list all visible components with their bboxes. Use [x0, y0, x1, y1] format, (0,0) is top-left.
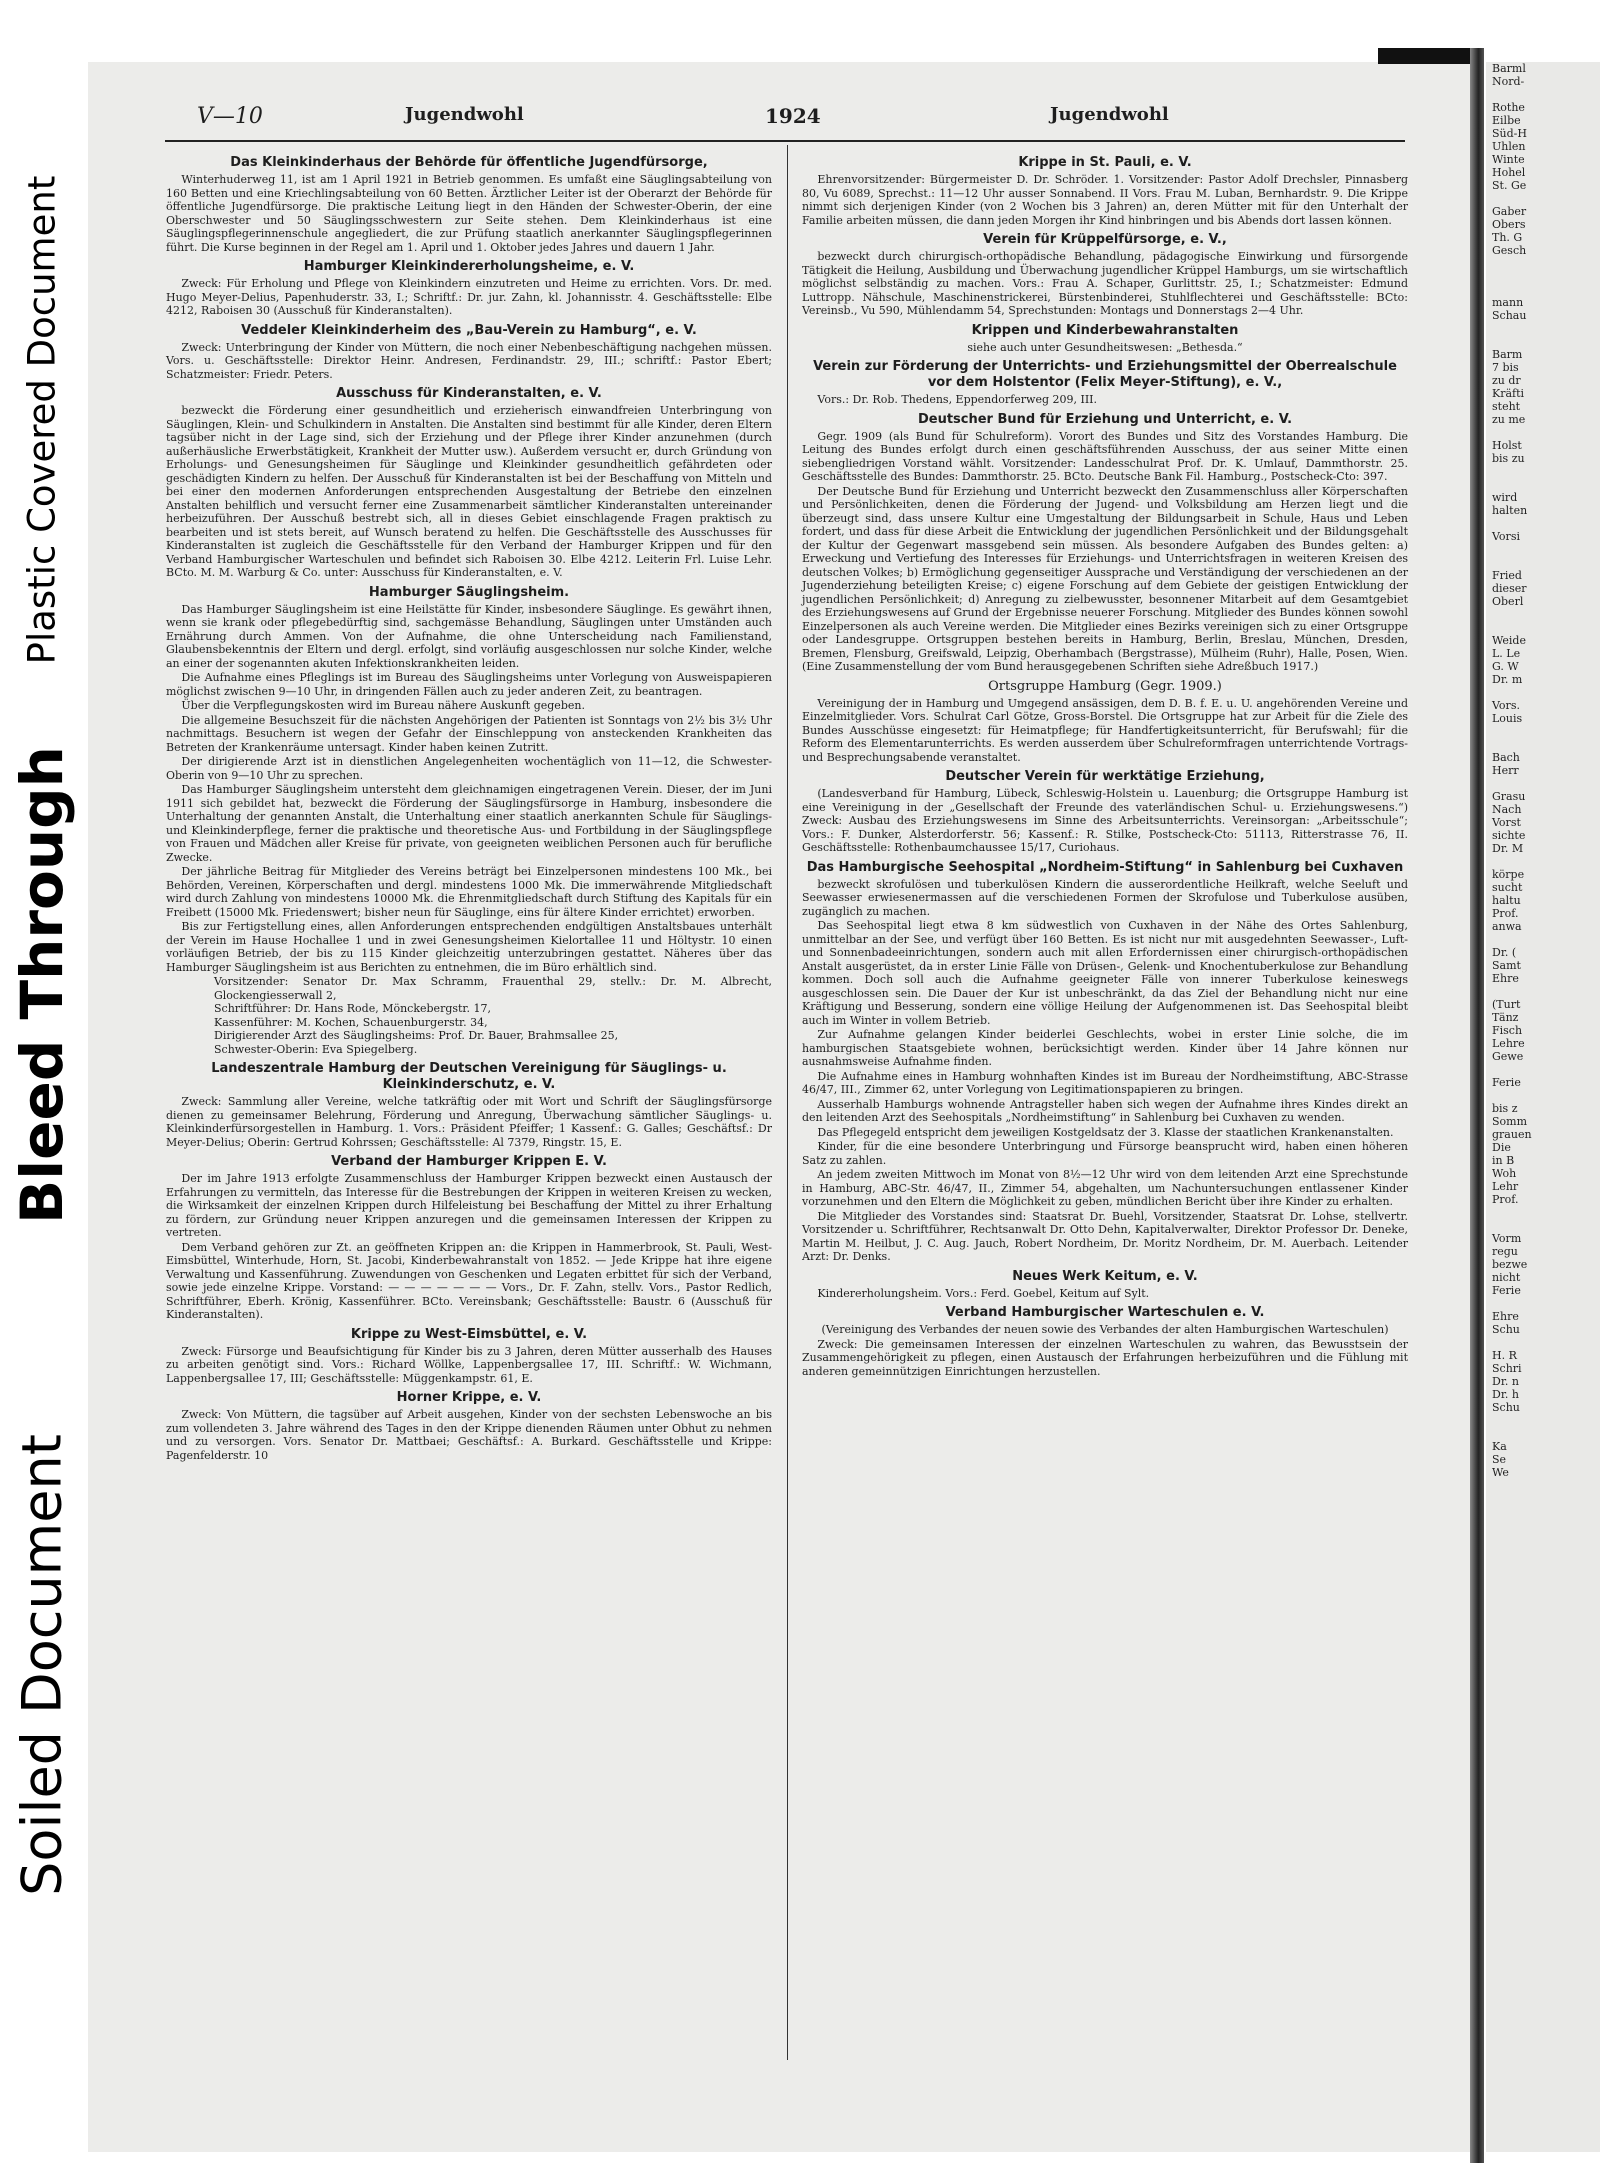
next-page-text: [1486, 517, 1600, 530]
entry-paragraph: Der dirigierende Arzt ist in dienstlichen Angelegenheiten wochentäglich von 11—12, die Schwester-Oberin von 9—10 Uhr zu sprechen.: [166, 755, 772, 782]
next-page-text: Ferie: [1492, 1284, 1521, 1297]
entry-paragraph: Winterhuderweg 11, ist am 1 April 1921 in Betrieb genommen. Es umfaßt eine Säuglingsabteilung von 160 Betten und eine Kriechlingsabteilung von 60 Betten. Ärztlicher Leiter ist der Oberarzt der Behörde für öffentliche Jugendfürsorge. Die praktische Leitung liegt in den Händen der Schwester-Oberin, der eine Oberschwester und 50 Säuglingsschwestern zur Seite stehen. Dem Kleinkinderhaus ist eine Säuglingspflegerinnenschule angegliedert, die zur Prüfung staatlich anerkannter Säuglingspflegerinnen führt. Die Kurse beginnen in der Regel am 1. April und 1. Oktober jedes Jahres und dauern 1 Jahr.: [166, 173, 772, 254]
next-page-text: [1486, 192, 1600, 205]
header-rule: [165, 140, 1405, 142]
entry-paragraph: Über die Verpflegungskosten wird im Bureau nähere Auskunft gegeben.: [181, 699, 585, 712]
next-page-text: nicht: [1492, 1271, 1521, 1284]
next-page-text: [1486, 985, 1600, 998]
entry-title: Veddeler Kleinkinderheim des „Bau-Verein zu Hamburg“, e. V.: [241, 322, 697, 338]
bleed-through-label: Bleed Through: [8, 746, 76, 1224]
entry-title: Deutscher Bund für Erziehung und Unterricht, e. V.: [917, 411, 1293, 427]
entry-title: Verband Hamburgischer Warteschulen e. V.: [945, 1305, 1265, 1320]
next-page-text: Vors.: [1492, 699, 1520, 712]
next-page-text: [1486, 283, 1600, 296]
next-page-text: [1486, 1089, 1600, 1102]
next-page-text: halten: [1492, 504, 1528, 517]
next-page-text: Dr. (: [1492, 946, 1517, 959]
next-page-text: Gesch: [1492, 244, 1527, 257]
entry-paragraph: Zweck: Von Müttern, die tagsüber auf Arbeit ausgehen, Kinder von der sechsten Lebenswoche an bis zum vollendeten 3. Jahre während des Tages in den der Krippe dienenden Räumen unter Obhut zu nehmen und zu versorgen. Vors. Senator Dr. Mattbaei; Geschäftsf.: A. Burkard. Geschäftsstelle und Krippe: Pagenfelderstr. 10: [166, 1408, 772, 1462]
entry-paragraph: Die allgemeine Besuchszeit für die nächsten Angehörigen der Patienten ist Sonntags von 2½ bis 3½ Uhr nachmittags. Besuchern ist wegen der Gefahr der Einschleppung von ansteckenden Krankheiten das Betreten der Krankenräume untersagt. Kinder haben keinen Zutritt.: [166, 713, 772, 754]
left-column: [166, 150, 772, 1463]
entry-paragraph: bezweckt skrofulösen und tuberkulösen Kindern die ausserordentliche Heilkraft, welche Seeluft und Seewasser erwiesenermassen auf die verschiedenen Formen der Skrofulose und Tuberkulose ausüben, zugänglich zu machen.: [802, 877, 1408, 918]
entry-paragraph: Ausserhalb Hamburgs wohnende Antragsteller haben sich wegen der Aufnahme ihres Kindes direkt an den leitenden Arzt des Seehospitals „Nordheimstiftung“ in Sahlenburg bei Cuxhaven zu wenden.: [802, 1097, 1408, 1124]
next-page-text: wird: [1492, 491, 1518, 504]
next-page-text: [1486, 270, 1600, 283]
next-page-text: [1486, 855, 1600, 868]
next-page-text: grauen: [1492, 1128, 1532, 1141]
entry-section: [166, 585, 772, 1057]
page-binding: [1470, 48, 1484, 2163]
entry-section: [802, 323, 1408, 355]
next-page-text: regu: [1492, 1245, 1518, 1258]
officer-list: [166, 975, 772, 1056]
entry-section: [802, 359, 1408, 407]
next-page-text: Se: [1492, 1453, 1507, 1466]
entry-paragraph: Das Hamburger Säuglingsheim ist eine Heilstätte für Kinder, insbesondere Säuglinge. Es gewährt ihnen, wenn sie krank oder pflegebedürftig sind, sachgemässe Behandlung, Säuglingen unter Umständen auch Ernährung durch Ammen. Von der Aufnahme, die ohne Unterscheidung nach Familienstand, Glaubensbekenntnis der Eltern und dergl. erfolgt, sind vorläufig ausgeschlossen nur solche Kinder, welche an einer der sogenannten akuten Infektionskrankheiten leiden.: [166, 602, 772, 670]
next-page-text: Holst: [1492, 439, 1522, 452]
next-page-text: sucht: [1492, 881, 1523, 894]
next-page-text: Vorsi: [1492, 530, 1520, 543]
next-page-text: [1486, 257, 1600, 270]
entry-paragraph: Zweck: Fürsorge und Beaufsichtigung für Kinder bis zu 3 Jahren, deren Mütter ausserhalb des Hauses zu arbeiten genötigt sind. Vors.: Richard Wöllke, Lappenbergsallee 17, III. Schriftf.: W. Wichmann, Lappenbergsallee 17, III; Geschäftsstelle: Müggenkampstr. 61, E.: [166, 1344, 772, 1385]
next-page-text: Gewe: [1492, 1050, 1524, 1063]
next-page-text: Schu: [1492, 1401, 1520, 1414]
plastic-covered-label: Plastic Covered Document: [20, 175, 64, 665]
entry-section: [166, 386, 772, 580]
next-page-text: [1486, 335, 1600, 348]
next-page-text: Barm: [1492, 348, 1523, 361]
next-page-text: [1486, 1206, 1600, 1219]
entry-paragraph: (Landesverband für Hamburg, Lübeck, Schleswig-Holstein u. Lauenburg; die Ortsgruppe Hamburg ist eine Vereinigung in der „Gesellschaft der Freunde des vaterländischen Schul- u. Erziehungswesens.“) Zweck: Ausbau des Erziehungswesens im Sinne des Arbeitsunterrichts. Vereinsorgan: „Arbeitsschule“; Vors.: F. Dunker, Alsterdorferstr. 56; Kassenf.: R. Stilke, Postscheck-Cto: 51113, Ritterstrasse 76, II. Geschäftsstelle: Rothenbaumchaussee 15/17, Curiohaus.: [802, 787, 1408, 854]
entry-title: Ortsgruppe Hamburg (Gegr. 1909.): [988, 678, 1222, 694]
next-page-text: Dr. m: [1492, 673, 1523, 686]
next-page-text: Obers: [1492, 218, 1526, 231]
next-page-text: sichte: [1492, 829, 1526, 842]
next-page-text: [1486, 1297, 1600, 1310]
entry-paragraph: Das Hamburger Säuglingsheim untersteht dem gleichnamigen eingetragenen Verein. Dieser, der im Juni 1911 sich gebildet hat, bezweckt die Förderung der Säuglingsfürsorge in Hamburg, insbesondere die Unterhaltung der genannten Anstalt, die Unterhaltung einer staatlich anerkannten Schule für Säuglings- und Kleinkinderpflege, ferner die praktische und theoretische Aus- und Fortbildung in der Säuglingspflege von Frauen und Mädchen aller Kreise für private, von geeigneten weiblichen Personen auch für berufliche Zwecke.: [166, 783, 772, 864]
next-page-text: Oberl: [1492, 595, 1524, 608]
entry-section: [166, 259, 772, 318]
entry-title: Horner Krippe, e. V.: [396, 1390, 542, 1405]
next-page-text: Ka: [1492, 1440, 1507, 1453]
next-page-text: Süd-H: [1492, 127, 1527, 140]
entry-paragraph: Der im Jahre 1913 erfolgte Zusammenschluss der Hamburger Krippen bezweckt einen Austausch der Erfahrungen zu vermitteln, das Interesse für die Bestrebungen der Krippen in weiteren Kreisen zu wecken, die Wirksamkeit der einzelnen Krippen durch Hilfeleistung bei Beschaffung der Mittel zu ihrer Erhaltung zu fördern, zur Gründung neuer Krippen anzuregen und die gemeinsamen Interessen der Krippen zu vertreten.: [166, 1172, 772, 1239]
next-page-text: [1486, 777, 1600, 790]
next-page-text: We: [1492, 1466, 1509, 1479]
entry-title: Ausschuss für Kinderanstalten, e. V.: [336, 386, 602, 401]
entry-section: [802, 412, 1408, 674]
next-page-text: Lehre: [1492, 1037, 1525, 1050]
next-page-text: Woh: [1492, 1167, 1517, 1180]
next-page-text: 7 bis: [1492, 361, 1519, 374]
next-page-text: [1486, 1063, 1600, 1076]
next-page-text: Th. G: [1492, 231, 1523, 244]
next-page-text: [1486, 1219, 1600, 1232]
entry-section: [166, 1154, 772, 1322]
next-page-text: bis z: [1492, 1102, 1518, 1115]
next-page-text: [1486, 543, 1600, 556]
entry-paragraph: Zweck: Für Erholung und Pflege von Kleinkindern einzutreten und Heime zu errichten. Vors. Dr. med. Hugo Meyer-Delius, Papenhuderstr. 33, I.; Schriftf.: Dr. jur. Zahn, kl. Johannisstr. 4. Geschäftsstelle: Elbe 4212, Raboisen 30 (Ausschuß für Kinderanstalten).: [166, 277, 772, 317]
next-page-text: haltu: [1492, 894, 1521, 907]
next-page-text: Barml: [1492, 62, 1526, 75]
next-page-text: in B: [1492, 1154, 1515, 1167]
entry-paragraph: Vors.: Dr. Rob. Thedens, Eppendorferweg 209, III.: [817, 393, 1098, 406]
entry-section: [166, 323, 772, 382]
page-header: [165, 104, 1405, 130]
next-page-text: Schri: [1492, 1362, 1522, 1375]
entry-title: Hamburger Kleinkindererholungsheime, e. V.: [303, 259, 635, 274]
running-title-right: Jugendwohl: [1050, 104, 1169, 125]
entry-section: [166, 1390, 772, 1462]
next-page-text: Grasu: [1492, 790, 1526, 803]
officer-item: Schriftführer: Dr. Hans Rode, Mönckebergstr. 17,: [214, 1002, 491, 1015]
next-page-text: St. Ge: [1492, 179, 1527, 192]
next-page-text: Vorst: [1492, 816, 1521, 829]
entry-section: [166, 155, 772, 254]
scan-edge: [1378, 48, 1474, 64]
entry-title: Landeszentrale Hamburg der Deutschen Vereinigung für Säuglings- u. Kleinkinderschutz, e. V.: [211, 1061, 727, 1092]
next-page-text: körpe: [1492, 868, 1525, 881]
right-column: [802, 150, 1408, 1379]
entry-section: [802, 232, 1408, 318]
entry-paragraph: Kindererholungsheim. Vors.: Ferd. Goebel, Keitum auf Sylt.: [817, 1286, 1150, 1300]
entry-title: Hamburger Säuglingsheim.: [368, 584, 570, 600]
entry-paragraph: Dem Verband gehören zur Zt. an geöffneten Krippen an: die Krippen in Hammerbrook, St. Pauli, West-Eimsbüttel, Winterhude, Horn, St. Jacobi, Kinderbewahranstalt von 1852. — Jede Krippe hat ihre eigene Verwaltung und Kassenführung. Zuwendungen von Geschenken und Legaten erbittet für sich der Verband, sowie jede einzelne Krippe. Vorstand: — — — — — — — Vors., Dr. F. Zahn, stellv. Vors., Pastor Redlich, Schriftführer, Eberh. Krönig, Kassenführer. BCto. Vereinsbank; Geschäftsstelle: Baustr. 6 (Ausschuß für Kinderanstalten).: [166, 1240, 772, 1321]
next-page-text: zu dr: [1492, 374, 1521, 387]
column-divider: [787, 145, 788, 2060]
next-page-text: Winte: [1492, 153, 1525, 166]
next-page-text: [1486, 1427, 1600, 1440]
next-page-text: [1486, 556, 1600, 569]
entry-paragraph: Das Seehospital liegt etwa 8 km südwestlich von Cuxhaven in der Nähe des Ortes Sahlenburg, unmittelbar an der See, und verfügt über 160 Betten. Es ist nicht nur mit ausgedehnten Seewasser-, Luft- und Sonnenbadeeinrichtungen, sondern auch mit allen Erfordernissen einer chirurgisch-orthopädischen Anstalt ausgerüstet, da in erster Linie Fälle von Drüsen-, Gelenk- und Knochentuberkulose zur Behandlung kommen. Doch soll auch die Aufnahme geeigneter Fälle von innerer Tuberkulose keineswegs ausgeschlossen sein. Die Dauer der Kur ist unbeschränkt, da das Ziel der Behandlung nicht nur eine Kräftigung und Besserung, sondern eine völlige Heilung der Aufgenommenen ist. Das Seehospital bleibt auch im Winter in vollem Betrieb.: [802, 919, 1408, 1027]
entry-paragraph: Gegr. 1909 (als Bund für Schulreform). Vorort des Bundes und Sitz des Vorstandes Hamburg. Die Leitung des Bundes erfolgt durch einen geschäftsführenden Ausschuss, der aus seiner Mitte einen siebengliedrigen Vorstand wählt. Vorsitzender: Landesschulrat Prof. Dr. K. Umlauf, Dammthorstr. 25. Geschäftsstelle des Bundes: Dammthorstr. 25. BCto. Deutsche Bank Fil. Hamburg., Postscheck-Cto: 397.: [802, 429, 1408, 483]
entry-paragraph: An jedem zweiten Mittwoch im Monat von 8½—12 Uhr wird von dem leitenden Arzt eine Sprechstunde in Hamburg, ABC-Str. 46/47, II., Zimmer 54, abgehalten, um Nachuntersuchungen entlassener Kinder vorzunehmen und den Eltern die Möglichkeit zu geben, mündlichen Bericht über ihre Kinder zu erhalten.: [802, 1168, 1408, 1208]
next-page-text: Prof.: [1492, 907, 1519, 920]
next-page-text: [1486, 478, 1600, 491]
next-page-text: [1486, 1414, 1600, 1427]
next-page-text: bezwe: [1492, 1258, 1528, 1271]
next-page-text: steht: [1492, 400, 1521, 413]
entry-paragraph: Die Mitglieder des Vorstandes sind: Staatsrat Dr. Buehl, Vorsitzender, Staatsrat Dr. Lohse, stellvertr. Vorsitzender u. Schriftführer, Rechtsanwalt Dr. Otto Dehn, Kapitalverwalter, Direktor Professor Dr. Deneke, Martin M. Heilbut, J. C. Aug. Jauch, Robert Nordheim, Dr. Moritz Nordheim, Dr. M. Auerbach. Leitender Arzt: Dr. Denks.: [802, 1209, 1408, 1263]
entry-title: Krippe zu West-Eimsbüttel, e. V.: [350, 1326, 588, 1342]
next-page-text: [1486, 738, 1600, 751]
entry-note: siehe auch unter Gesundheitswesen: „Bethesda.“: [967, 340, 1243, 354]
next-page-text: Somm: [1492, 1115, 1528, 1128]
entry-title: Das Kleinkinderhaus der Behörde für öffentliche Jugendfürsorge,: [230, 155, 708, 170]
next-page-text: Hohel: [1492, 166, 1526, 179]
entry-section: [802, 860, 1408, 1264]
next-page-text: bis zu: [1492, 452, 1525, 465]
next-page-text: Die: [1492, 1141, 1511, 1154]
next-page-text: Fried: [1492, 569, 1522, 582]
entry-paragraph: Zweck: Sammlung aller Vereine, welche tatkräftig oder mit Wort und Schrift der Säuglingsfürsorge dienen zu gemeinsamer Belehrung, Förderung und Anregung, Überwachung sämtlicher Säuglings- u. Kleinkinderfürsorgestellen in Hamburg. 1. Vors.: Präsident Pfeiffer; 1 Kassenf.: G. Galles; Geschäftsf.: Dr Meyer-Delius; Oberin: Gertrud Kohrssen; Geschäftsstelle: Al 7379, Ringstr. 15, E.: [166, 1095, 772, 1149]
next-page-text: Nord-: [1492, 75, 1525, 88]
next-page-text: Schu: [1492, 1323, 1520, 1336]
next-page-text: zu me: [1492, 413, 1526, 426]
next-page-text: Tänz: [1492, 1011, 1519, 1024]
entry-title: Deutscher Verein für werktätige Erziehung,: [945, 769, 1265, 784]
next-page-text: Ehre: [1492, 972, 1519, 985]
next-page-text: G. W: [1492, 660, 1519, 673]
next-page-text: [1486, 465, 1600, 478]
next-page-text: Samt: [1492, 959, 1521, 972]
next-page-text: Bach: [1492, 751, 1520, 764]
entry-title: Krippen und Kinderbewahranstalten: [971, 322, 1239, 338]
next-page-text: Vorm: [1492, 1232, 1522, 1245]
next-page-text: [1486, 686, 1600, 699]
next-page-text: mann: [1492, 296, 1524, 309]
next-page-text: Ferie: [1492, 1076, 1521, 1089]
officer-item: Dirigierender Arzt des Säuglingsheims: Prof. Dr. Bauer, Brahmsallee 25,: [214, 1029, 619, 1042]
next-page-text: Kräfti: [1492, 387, 1525, 400]
next-page-text: [1486, 608, 1600, 621]
entry-section: [166, 1327, 772, 1386]
entry-title: Verein zur Förderung der Unterrichts- und Erziehungsmittel der Oberrealschule vor dem Holstentor (Felix Meyer-Stiftung), e. V.,: [813, 359, 1397, 390]
entry-paragraph: Bis zur Fertigstellung eines, allen Anforderungen entsprechenden endgültigen Anstaltsbaues unterhält der Verein im Hause Hochallee 1 und in zwei Genesungsheimen Kielortallee 11 und Höltystr. 10 einen vorläufigen Betrieb, der bis zu 115 Kinder gleichzeitig unterzubringen gestattet. Näheres über das Hamburger Säuglingsheim ist aus Berichten zu entnehmen, die im Büro erhältlich sind.: [166, 920, 772, 974]
next-page-text: Ehre: [1492, 1310, 1519, 1323]
next-page-text: [1486, 426, 1600, 439]
entry-section: [802, 769, 1408, 855]
next-page-text: H. R: [1492, 1349, 1517, 1362]
next-page-text: Rothe: [1492, 101, 1525, 114]
soiled-document-label: Soiled Document: [10, 1434, 74, 1896]
entry-paragraph: Der jährliche Beitrag für Mitglieder des Vereins beträgt bei Einzelpersonen mindestens 100 Mk., bei Behörden, Vereinen, Körperschaften und dergl. mindestens 1000 Mk. Die immerwährende Mitgliedschaft wird durch Zahlung von mindestens 10000 Mk. die Ehrenmitgliedschaft durch Stiftung des Kapitals für ein Freibett (15000 Mk. Friedenswert; bisher neun für Säuglinge, eins für ältere Kinder errichtet) erworben.: [166, 865, 772, 919]
next-page-text: Dr. M: [1492, 842, 1524, 855]
entry-section: [802, 1305, 1408, 1378]
next-page-text: [1486, 88, 1600, 101]
entry-section: [802, 155, 1408, 227]
next-page-text: Herr: [1492, 764, 1519, 777]
next-page-text: dieser: [1492, 582, 1527, 595]
entry-title: Verein für Krüppelfürsorge, e. V.,: [983, 232, 1227, 247]
entry-title: Krippe in St. Pauli, e. V.: [1018, 155, 1192, 170]
entry-paragraph: Zur Aufnahme gelangen Kinder beiderlei Geschlechts, wobei in erster Linie solche, die im hamburgischen Staatsgebiete wohnen, berücksichtigt werden. Kinder über 14 Jahre können nur ausnahmsweise Aufnahme finden.: [802, 1028, 1408, 1068]
entry-paragraph: Das Pflegegeld entspricht dem jeweiligen Kostgeldsatz der 3. Klasse der staatlichen Krankenanstalten.: [817, 1125, 1394, 1139]
entry-paragraph: Vereinigung der in Hamburg und Umgegend ansässigen, dem D. B. f. E. u. U. angehörenden Vereine und Einzelmitglieder. Vors. Schulrat Carl Götze, Gross-Borstel. Die Ortsgruppe hat zur Arbeit für die Ziele des Bundes Ausschüsse eingesetzt: für Heimatpflege; für Handfertigkeitsunterricht, für Berufswahl; für die Reform des Elementarunterrichts. Es werden ausserdem über Schulreformfragen unterrichtende Vortrags- und Besprechungsabende veranstaltet.: [802, 696, 1408, 764]
entry-paragraph: bezweckt durch chirurgisch-orthopädische Behandlung, pädagogische Einwirkung und fürsorgende Tätigkeit die Heilung, Ausbildung und Überwachung jugendlicher Krüppel Hamburgs, um sie wirtschaftlich möglichst selbständig zu machen. Vors.: Frau A. Schaper, Gurlittstr. 25, I.; Schatzmeister: Edmund Luttropp. Nähschule, Maschinenstrickerei, Bürstenbinderei, Stuhlflechterei und Geschäftsstelle: BCto: Vereinsb., Vu 590, Mühlendamm 54, Sprechstunden: Montags und Donnerstags 2—4 Uhr.: [802, 250, 1408, 317]
next-page-text: Schau: [1492, 309, 1527, 322]
next-page-text: Eilbe: [1492, 114, 1521, 127]
next-page-text: Uhlen: [1492, 140, 1526, 153]
entry-title: Das Hamburgische Seehospital „Nordheim-Stiftung“ in Sahlenburg bei Cuxhaven: [806, 859, 1404, 875]
next-page-text: anwa: [1492, 920, 1522, 933]
entry-paragraph: bezweckt die Förderung einer gesundheitlich und erzieherisch einwandfreien Unterbringung von Säuglingen, Klein- und Schulkindern in Anstalten. Die Anstalten sind bestimmt für alle Kinder, deren Eltern tagsüber nicht in der Lage sind, sich der Erziehung und der Pflege ihrer Kinder anzunehmen (durch außerhäusliche Erwerbstätigkeit, Krankheit der Mutter usw.). Außerdem versucht er, durch Gründung von Erholungs- und Genesungsheimen für Säuglinge und Kleinkinder gesundheitlich gefährdeten oder geschädigten Kindern zu helfen. Der Ausschuß für Kinderanstalten ist bei der Beschaffung von Mitteln und bei einer den modernen Anforderungen entsprechenden Ausgestaltung der Betriebe den einzelnen Anstalten behilflich und versucht ferner eine Zusammenarbeit sämtlicher Kinderanstalten untereinander herbeizuführen. Der Ausschuß bestrebt sich, all in dieses Gebiet einschlagende Fragen praktisch zu bearbeiten und ist stets bereit, auf Wunsch beratend zu helfen. Die Geschäftsstelle des Ausschusses für Kinderanstalten ist zugleich die Geschäftsstelle für den Verband der Hamburger Krippen und für den Verband Hamburgischer Warteschulen und befindet sich Raboisen 30. Elbe 4212. Leiterin Frl. Luise Lehr. BCto. M. M. Warburg & Co. unter: Ausschuss für Kinderanstalten, e. V.: [166, 404, 772, 579]
next-page-text: [1486, 1336, 1600, 1349]
entry-paragraph: Zweck: Unterbringung der Kinder von Müttern, die noch einer Nebenbeschäftigung nachgehen müssen. Vors. u. Geschäftsstelle: Direktor Heinr. Andresen, Ferdinandstr. 29, III.; schriftf.: Pastor Ebert; Schatzmeister: Friedr. Peters.: [166, 340, 772, 381]
officer-item: Vorsitzender: Senator Dr. Max Schramm, Frauenthal 29, stellv.: Dr. M. Albrecht, Glockengiesserwall 2,: [214, 975, 772, 1002]
next-page-text: (Turt: [1492, 998, 1521, 1011]
entry-section: [802, 1269, 1408, 1301]
page-number: V—10: [197, 104, 263, 129]
next-page-text: Prof.: [1492, 1193, 1519, 1206]
running-title-left: Jugendwohl: [405, 104, 524, 125]
entry-title: Verband der Hamburger Krippen E. V.: [331, 1154, 607, 1169]
next-page-text: [1486, 322, 1600, 335]
entry-paragraph: Zweck: Die gemeinsamen Interessen der einzelnen Warteschulen zu wahren, das Bewusstsein der Zusammengehörigkeit zu pflegen, einen Austausch der Erfahrungen herbeizuführen und die Fühlung mit anderen gemeinnützigen Einrichtungen herzustellen.: [802, 1337, 1408, 1378]
next-page-text: Lehr: [1492, 1180, 1519, 1193]
next-page-text: Gaber: [1492, 205, 1527, 218]
page-year: 1924: [765, 104, 821, 128]
next-page-text: L. Le: [1492, 647, 1521, 660]
entry-paragraph: Ehrenvorsitzender: Bürgermeister D. Dr. Schröder. 1. Vorsitzender: Pastor Adolf Drechsler, Pinnasberg 80, Vu 6089, Sprechst.: 11—12 Uhr ausser Sonnabend. II Vors. Frau M. Luban, Bernhardstr. 9. Die Krippe nimmt sich derjenigen Kinder (von 2 Wochen bis 3 Jahren) an, deren Mütter mit für den Unterhalt der Familie arbeiten müssen, die dann jeden Morgen ihr Kind hinbringen und bis Abends dort lassen können.: [802, 173, 1408, 227]
entry-paragraph: Kinder, für die eine besondere Unterbringung und Fürsorge beansprucht wird, haben einen höheren Satz zu zahlen.: [802, 1140, 1408, 1167]
entry-section: [166, 1061, 772, 1149]
entry-title: Neues Werk Keitum, e. V.: [1012, 1268, 1198, 1284]
entry-note: (Vereinigung des Verbandes der neuen sowie des Verbandes der alten Hamburgischen Warteschulen): [821, 1323, 1389, 1336]
next-page-text: Dr. h: [1492, 1388, 1519, 1401]
next-page-text: [1486, 725, 1600, 738]
next-page-text: [1486, 621, 1600, 634]
entry-paragraph: Der Deutsche Bund für Erziehung und Unterricht bezweckt den Zusammenschluss aller Körperschaften und Persönlichkeiten, denen die Förderung der Jugend- und Volksbildung am Herzen liegt und die überzeugt sind, dass unsere Kultur eine Umgestaltung der Bildungsarbeit in Schule, Haus und Leben fordert, und dass für diese Arbeit die Entwicklung der jugendlichen Persönlichkeit und der Bildungsgehalt der Kultur der Gegenwart massgebend sein müssen. Als besondere Aufgaben des Bundes gelten: a) Erweckung und Vertiefung des Interesses für Erziehungs- und Unterrichtsfragen in weiteren Kreisen des deutschen Volkes; b) Ermöglichung gegenseitiger Aussprache und Verständigung der verschiedenen an der Jugenderziehung beteiligten Kreise; c) eigene Forschung auf dem Gebiete der geistigen Entwicklung der jugendlichen Persönlichkeit; d) Anregung zu zielbewusster, besonnener Mitarbeit auf dem Gesamtgebiet des Erziehungswesens auf Grund der Ergebnisse neuerer Forschung. Mitglieder des Bundes können sowohl Einzelpersonen als auch Vereine werden. Die Mitglieder eines Bezirks vereinigen sich zu einer Ortsgruppe oder Landesgruppe. Ortsgruppen bestehen bereits in Hamburg, Berlin, Breslau, München, Dresden, Bremen, Flensburg, Greifswald, Leipzig, Oberhambach (Bergstrasse), Mülheim (Ruhr), Halle, Posen, Wien. (Eine Zusammenstellung der vom Bund herausgegebenen Schriften siehe Adreßbuch 1917.): [802, 484, 1408, 673]
next-page-text: Weide: [1492, 634, 1526, 647]
next-page-text: Nach: [1492, 803, 1522, 816]
entry-paragraph: Die Aufnahme eines Pfleglings ist im Bureau des Säuglingsheims unter Vorlegung von Ausweispapieren möglichst zwischen 9—10 Uhr, in dringenden Fällen auch zu jeder anderen Zeit, zu beantragen.: [166, 671, 772, 698]
entry-paragraph: Die Aufnahme eines in Hamburg wohnhaften Kindes ist im Bureau der Nordheimstiftung, ABC-Strasse 46/47, III., Zimmer 62, unter Vorlegung von Legitimationspapieren zu bringen.: [802, 1069, 1408, 1096]
next-page-fragment: [1486, 62, 1600, 2152]
entry-section: [802, 679, 1408, 765]
next-page-text: Dr. n: [1492, 1375, 1519, 1388]
next-page-text: Fisch: [1492, 1024, 1523, 1037]
officer-item: Schwester-Oberin: Eva Spiegelberg.: [214, 1042, 418, 1056]
next-page-text: [1486, 933, 1600, 946]
scan-label-strip: [0, 0, 85, 2177]
next-page-text: Louis: [1492, 712, 1523, 725]
officer-item: Kassenführer: M. Kochen, Schauenburgerstr. 34,: [214, 1015, 488, 1029]
